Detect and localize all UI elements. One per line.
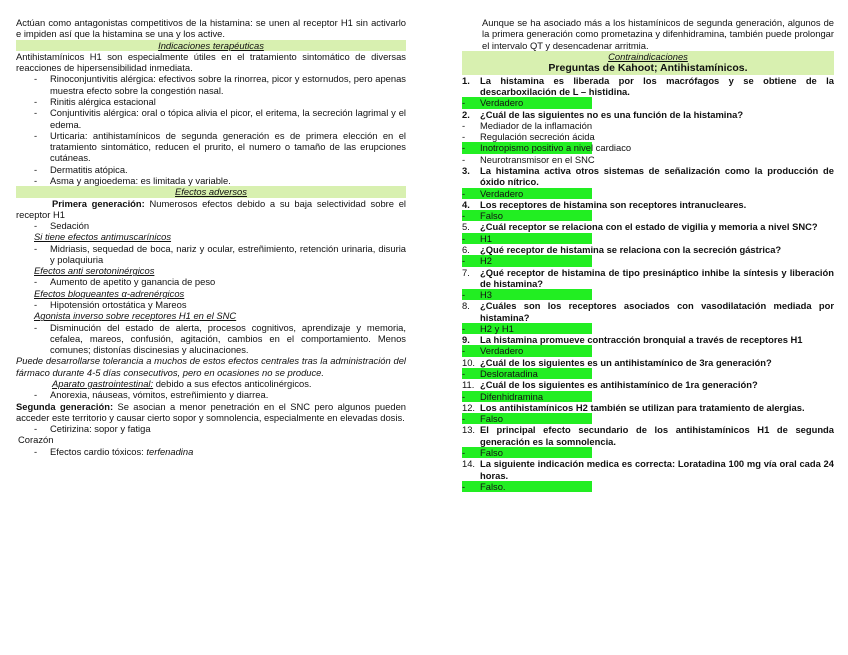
correct-answer: - Verdadero — [462, 188, 834, 199]
quiz-question — [462, 458, 834, 481]
adversos-heading: Efectos adversos — [16, 186, 406, 197]
arritmia-paragraph: Aunque se ha asociado más a los histamínicos de segunda generación, algunos de la primera generación como prometazina y difenhidramina, también puede prolongar el intervalo QT y desencadenar arritmia. — [482, 17, 834, 51]
kahoot-quiz — [462, 75, 834, 492]
quiz-question — [462, 424, 834, 447]
aparato-label: Aparato gastrointestinal: — [52, 378, 154, 389]
list-item: - Cetirizina: sopor y fatiga — [34, 423, 151, 435]
question-text: La histamina promueve contracción bronquial a través de receptores H1 — [480, 334, 803, 346]
list-item: - Asma y angioedema: es limitada y variable. — [16, 175, 406, 186]
question-text: ¿Cuál de los siguientes es un antihistamínico de 3ra generación? — [480, 356, 772, 368]
question-text: El principal efecto secundario de los antihistamínicos H1 de segunda generación es la somnolencia. — [480, 424, 834, 447]
intro-paragraph: Actúan como antagonistas competitivos de la histamina: se unen al receptor H1 sin activarlo e impiden así que la histamina se una y los active. — [16, 17, 406, 40]
answer-text: Difenhidramina — [480, 390, 544, 402]
indicacion-text: Rinitis alérgica estacional — [50, 95, 156, 107]
list-item: - Efectos cardio tóxicos: terfenadina — [34, 445, 194, 457]
aparato-text: debido a sus efectos anticolinérgicos. — [153, 378, 312, 389]
question-number: 12. — [462, 401, 476, 413]
answer-text: Mediador de la inflamación — [480, 119, 593, 131]
quiz-question — [462, 244, 834, 255]
correct-answer: - Inotropismo positivo a nivel cardiaco — [462, 142, 834, 153]
antiserotoninergicos-text: Aumento de apetito y ganancia de peso — [50, 276, 216, 288]
correct-answer: - H1 — [462, 233, 834, 244]
question-text: Los antihistamínicos H2 también se utilizan para tratamiento de alergias. — [480, 401, 805, 413]
aparato-item-text: Anorexia, náuseas, vómitos, estreñimiento y diarrea. — [50, 389, 269, 401]
answer-text: H1 — [480, 232, 492, 244]
aparato-paragraph — [16, 378, 406, 389]
list-item: - Midriasis, sequedad de boca, nariz y ocular, estreñimiento, retención urinaria, disuria y polaquiuria — [34, 242, 406, 265]
answer-option: - Mediador de la inflamación — [462, 119, 593, 131]
answer-text: Falso — [480, 413, 503, 425]
left-column — [16, 17, 406, 457]
quiz-question — [462, 221, 834, 232]
list-item: - Hipotensión ortostática y Mareos — [34, 299, 187, 311]
cardio-text: Efectos cardio tóxicos: terfenadina — [50, 445, 194, 457]
list-item: - Urticaria: antihistamínicos de segunda generación es de primera elección en el tratamiento sintomático, reducen el prurito, el numero o tamaño de las erupciones cutáneas. — [34, 129, 406, 164]
answer-option: - Regulación secreción ácida — [462, 131, 595, 143]
question-number: 5. — [462, 221, 470, 233]
answer-text: Desloratadina — [480, 368, 538, 380]
list-item: - Aumento de apetito y ganancia de peso — [34, 276, 216, 288]
correct-answer: - Falso — [462, 413, 834, 424]
question-number: 2. — [462, 108, 470, 120]
correct-answer: - Verdadero — [462, 97, 834, 108]
question-number: 7. — [462, 266, 470, 278]
question-text: La histamina es liberada por los macrófagos y se obtiene de la descarboxilación de L – histidina. — [480, 74, 834, 97]
sedacion-text: Sedación — [50, 220, 90, 232]
corazon-label: Corazón — [18, 434, 54, 446]
question-text: Los receptores de histamina son receptores intranucleares. — [480, 198, 747, 210]
primera-generacion-label: Primera generación: — [52, 197, 145, 209]
question-text: La histamina activa otros sistemas de señalización como la producción de óxido nítrico. — [480, 164, 834, 188]
indicacion-text: Conjuntivitis alérgica: oral o tópica alivia el picor, el eritema, la secreción lagrimal y el edema. — [50, 107, 406, 130]
quiz-question — [462, 357, 834, 368]
answer-text: Neurotransmisor en el SNC — [480, 153, 595, 165]
quiz-question — [462, 199, 834, 210]
list-item: - Rinoconjuntivitis alérgica: efectivos sobre la rinorrea, picor y estornudos, pero apenas muestra efecto sobre la congestión nasal. — [34, 73, 406, 96]
list-item: - Rinitis alérgica estacional — [16, 96, 406, 107]
indicacion-text: Dermatitis atópica. — [50, 163, 128, 175]
agonista-subheading: Agonista inverso sobre receptores H1 en el SNC — [34, 310, 237, 322]
answer-text: Verdadero — [480, 187, 524, 199]
list-item: - Dermatitis atópica. — [16, 164, 406, 175]
indicacion-text: Asma y angioedema: es limitada y variable. — [50, 174, 231, 186]
question-text: La siguiente indicación medica es correcta: Loratadina 100 mg vía oral cada 24 horas. — [480, 458, 834, 481]
question-text: ¿Cuál de los siguientes es antihistamínico de 1ra generación? — [480, 379, 758, 391]
right-column — [462, 17, 834, 492]
answer-text: H3 — [480, 289, 492, 301]
correct-answer: - Desloratadina — [462, 368, 834, 379]
antimuscarinicos-text: Midriasis, sequedad de boca, nariz y ocular, estreñimiento, retención urinaria, disuria y polaquiuria — [50, 242, 406, 265]
answer-text: Verdadero — [480, 97, 524, 109]
question-number: 6. — [462, 243, 470, 255]
quiz-question — [462, 379, 834, 390]
quiz-question — [462, 334, 834, 345]
correct-answer: - H2 — [462, 255, 834, 266]
question-text: ¿Qué receptor de histamina se relaciona con la secreción gástrica? — [480, 243, 782, 255]
question-number: 8. — [462, 300, 470, 312]
question-number: 9. — [462, 334, 470, 346]
antimuscarinicos-subheading: Si tiene efectos antimuscarínicos — [34, 231, 172, 243]
question-text: ¿Cuáles son los receptores asociados con vasodilatación mediada por histamina? — [480, 300, 834, 323]
answer-text: Falso — [480, 447, 503, 458]
correct-answer: - Falso — [462, 447, 834, 458]
indicacion-text: Urticaria: antihistamínicos de segunda generación es de primera elección en el tratamiento sintomático, reducen el prurito, el numero o tamaño de las erupciones cutáneas. — [50, 129, 406, 164]
quiz-question — [462, 109, 834, 120]
question-text: ¿Cuál de las siguientes no es una función de la histamina? — [480, 108, 744, 120]
list-item: - Sedación — [34, 220, 90, 232]
answer-text: Falso. — [480, 480, 506, 492]
question-number: 4. — [462, 198, 470, 210]
correct-answer: - Falso — [462, 210, 834, 221]
indicacion-text: Rinoconjuntivitis alérgica: efectivos sobre la rinorrea, picor y estornudos, pero apenas muestra efecto sobre la congestión nasal. — [50, 73, 406, 96]
quiz-question — [462, 267, 834, 290]
contraindicaciones-heading: Contraindicaciones — [462, 51, 834, 62]
quiz-question — [462, 75, 834, 98]
answer-text: Regulación secreción ácida — [480, 131, 595, 143]
kahoot-heading: Preguntas de Kahoot; Antihistamínicos. — [462, 62, 834, 75]
indicaciones-list — [16, 73, 406, 186]
list-item: - Disminución del estado de alerta, procesos cognitivos, aprendizaje y memoria, cefalea, mareos, confusión, agitación, cambios en el comportamiento. Menos comunes; distonías discinesias y alucinaciones. — [34, 321, 406, 356]
quiz-question — [462, 402, 834, 413]
primera-generacion-paragraph — [16, 198, 406, 221]
tolerancia-paragraph: Puede desarrollarse tolerancia a muchos de estos efectos centrales tras la administración del fármaco durante 4-5 días consecutivos, pero en ocasiones no se produce. — [16, 355, 406, 378]
question-number: 1. — [462, 74, 470, 86]
question-number: 3. — [462, 164, 470, 176]
question-number: 10. — [462, 356, 476, 368]
correct-answer: - Difenhidramina — [462, 391, 834, 402]
segunda-generacion-text: Se asocian a menor penetración en el SNC pero algunos pueden acceder este territorio y causar cierto sopor y somnolencia, especialmente en elevadas dosis. — [16, 400, 406, 423]
question-text: ¿Cuál receptor se relaciona con el estado de vigilia y memoria a nivel SNC? — [480, 221, 818, 233]
answer-text: Verdadero — [480, 345, 524, 357]
indicaciones-heading: Indicaciones terapéuticas — [16, 40, 406, 51]
list-item: - Anorexia, náuseas, vómitos, estreñimiento y diarrea. — [34, 389, 269, 401]
antiserotoninergicos-subheading: Efectos anti serotoninérgicos — [34, 265, 155, 277]
primera-generacion-text: Numerosos efectos debido a su baja selectividad sobre el receptor H1 — [16, 197, 406, 220]
bloqueantes-text: Hipotensión ortostática y Mareos — [50, 299, 187, 311]
indicaciones-paragraph: Antihistamínicos H1 son especialmente útiles en el tratamiento sintomático de diversas reacciones de hipersensibilidad inmediata. — [16, 50, 406, 74]
question-text: ¿Qué receptor de histamina de tipo presináptico inhibe la síntesis y liberación de histamina? — [480, 266, 834, 289]
answer-text: Inotropismo positivo a nivel cardiaco — [480, 142, 632, 154]
answer-option: - Neurotransmisor en el SNC — [462, 153, 595, 165]
segunda-generacion-label: Segunda generación: — [16, 400, 114, 412]
correct-answer: - H3 — [462, 289, 834, 300]
list-item: - Conjuntivitis alérgica: oral o tópica alivia el picor, el eritema, la secreción lagrimal y el edema. — [34, 107, 406, 130]
quiz-question — [462, 165, 834, 188]
correct-answer: - H2 y H1 — [462, 323, 834, 334]
answer-text: H2 — [480, 255, 492, 267]
answer-text: H2 y H1 — [480, 322, 514, 334]
question-number: 11. — [462, 379, 475, 391]
quiz-question — [462, 300, 834, 323]
correct-answer: - Falso. — [462, 481, 834, 492]
question-number: 13. — [462, 424, 476, 436]
correct-answer: - Verdadero — [462, 345, 834, 356]
answer-text: Falso — [480, 210, 503, 222]
question-number: 14. — [462, 458, 476, 470]
segunda-generacion-paragraph — [16, 401, 406, 424]
agonista-text: Disminución del estado de alerta, procesos cognitivos, aprendizaje y memoria, cefalea, mareos, confusión, agitación, cambios en el comportamiento. Menos comunes; distonías discinesias y alucinaciones. — [50, 321, 406, 356]
bloqueantes-subheading: Efectos bloqueantes α-adrenérgicos — [34, 287, 185, 299]
cetirizina-text: Cetirizina: sopor y fatiga — [50, 423, 151, 435]
